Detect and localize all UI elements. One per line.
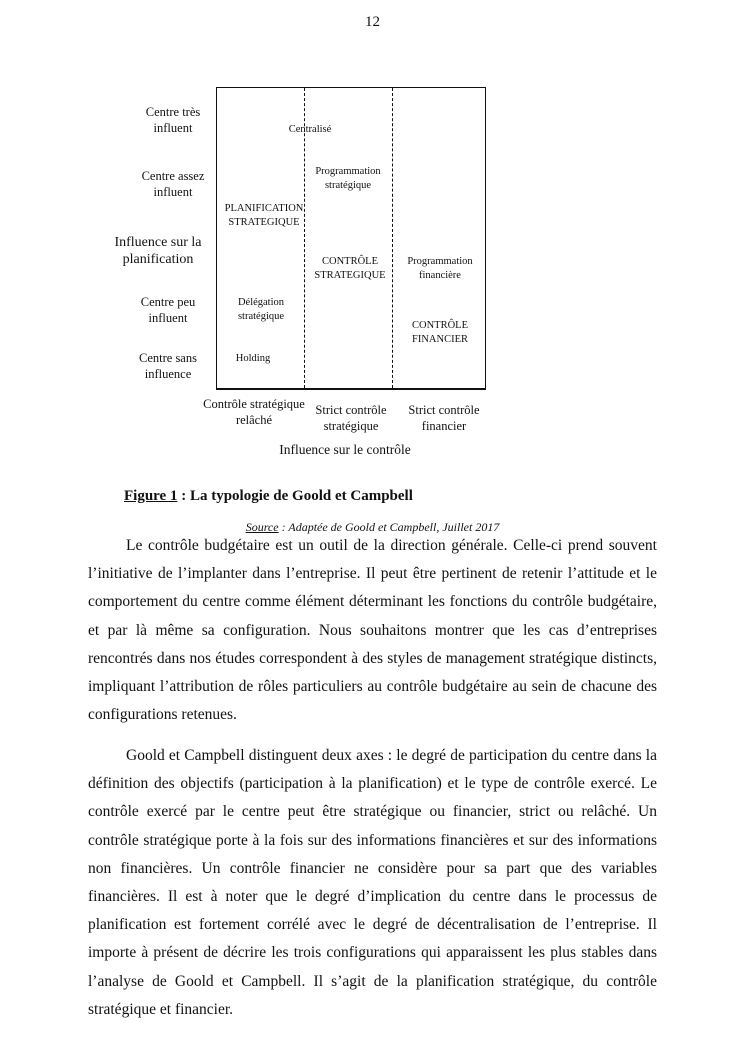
y-level-label: Centre peu influent bbox=[140, 295, 196, 325]
cell-label: Holding bbox=[235, 353, 271, 364]
caption-text: : La typologie de Goold et Campbell bbox=[177, 488, 413, 504]
paragraph: Le contrôle budgétaire est un outil de la direction générale. Celle-ci prend souvent l’initiative de l’implanter dans l’entreprise. Il peut être pertinent de retenir l’attitude et le comportement du centre comme élément déterminant les fonctions du contrôle budgétaire, et par là même sa configuration. Nous souhaitons montrer que les cas d’entreprises rencontrés dans nos études correspondent à des styles de management stratégique distincts, impliquant l’attribution de rôles particuliers au contrôle budgétaire au sein de chacune des configurations retenues. bbox=[88, 537, 657, 724]
y-axis-label: Influence sur la planification bbox=[114, 235, 202, 267]
paragraph: Goold et Campbell distinguent deux axes : le degré de participation du centre dans la définition des objectifs (participation à la planification) et le type de contrôle exercé. Le contrôle exercé par le centre peut être stratégique ou financier, strict ou relâché. Un contrôle stratégique porte à la fois sur des informations financières et sur des informations non financières. Un contrôle financier ne considère pour sa part que des variables financières. Il est à noter que le degré d’implication du centre dans le processus de planification est fortement corrélé avec le degré de décentralisation de l’entreprise. Il importe à présent de décrire les trois configurations qui apparaissent les plus stables dans l’analyse de Goold et Campbell. Il s’agit de la planification stratégique, du contrôle stratégique et financier. bbox=[88, 747, 657, 1018]
y-level-label: Centre très influent bbox=[145, 105, 201, 135]
cell-label: CONTRÔLE FINANCIER bbox=[411, 320, 468, 345]
cell-label: Programmation stratégique bbox=[315, 166, 381, 191]
cell-label: Programmation financière bbox=[407, 256, 473, 281]
cell-label: CONTRÔLE STRATEGIQUE bbox=[314, 256, 386, 281]
cell-label: PLANIFICATION STRATEGIQUE bbox=[224, 203, 304, 228]
x-axis-label: Influence sur le contrôle bbox=[279, 442, 411, 457]
figure-caption bbox=[124, 488, 413, 505]
page-number: 12 bbox=[365, 14, 380, 30]
caption-label: Figure 1 bbox=[124, 488, 178, 504]
cell-label: Délégation stratégique bbox=[237, 297, 285, 322]
divider-line bbox=[392, 88, 393, 388]
cell-label: Centralisé bbox=[288, 124, 332, 135]
source-text: : Adaptée de Goold et Campbell, Juillet 2017 bbox=[278, 520, 500, 534]
source-label: Source bbox=[245, 520, 279, 534]
y-level-label: Centre sans influence bbox=[139, 351, 197, 381]
x-level-label: Strict contrôle financier bbox=[408, 403, 480, 433]
y-level-label: Centre assez influent bbox=[141, 169, 205, 199]
x-level-label: Strict contrôle stratégique bbox=[315, 403, 387, 433]
x-level-label: Contrôle stratégique relâché bbox=[203, 397, 305, 427]
